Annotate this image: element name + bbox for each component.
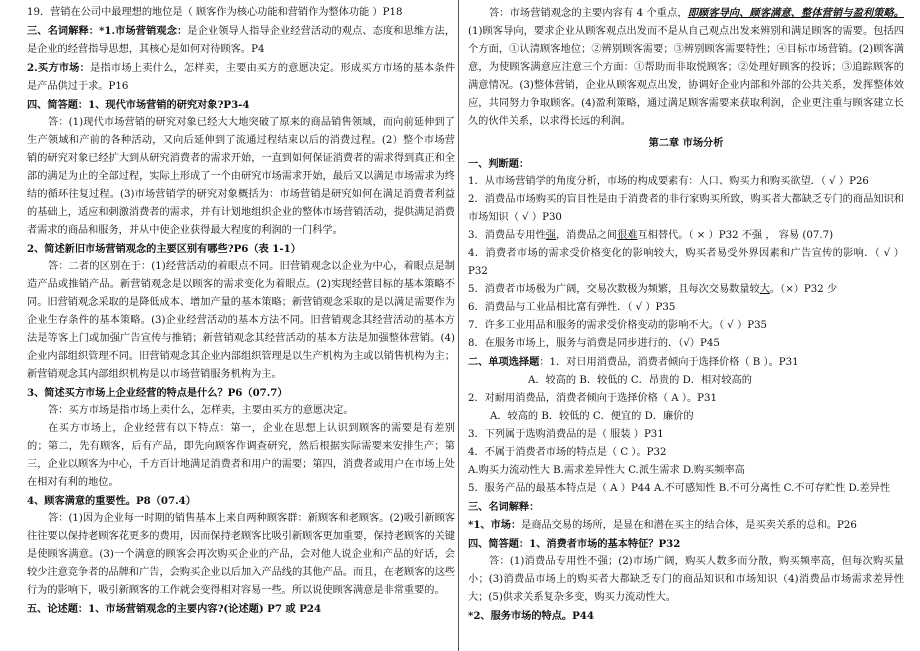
choice-1-options: A．较高的 B．较低的 C．昂贵的 D．相对较高的 xyxy=(528,375,752,386)
judgement-5-part: 5．消费者市场极为广阔，交易次数极为频繁，且每次交易数量较 xyxy=(468,284,760,295)
chapter-title: 第二章 市场分析 xyxy=(648,137,724,149)
term-2-text: 是指市场上卖什么，怎样卖，主要由买方的意愿决定。形成买方市场的基本条件是产品供过于求。P16 xyxy=(27,63,456,92)
essay-answer xyxy=(468,4,904,131)
question-service-market: *2、服务市场的特点。P44 xyxy=(468,610,594,622)
section-1-title: 一、判断题： xyxy=(468,158,530,170)
term-2 xyxy=(27,59,455,96)
choice-5: 5．服务产品的最基本特点是（ A ）P44 A.不可感知性 B.不可分离性 C.不可存贮性 D.差异性 xyxy=(468,483,891,494)
answer-2: 答：二者的区别在于：(1)经营活动的着眼点不同。旧营销观念以企业为中心，着眼点是制造产品或推销产品。新营销观念是以顾客的需求变化为着眼点。(2)实现经营目标的基本策略不同。旧营销观念采取的是降低成本、增加产量的基本策略；新营销观念采取的是以满足需要作为企业生存条件的基本策略。(3)企业经营活动的基本方法不同。旧营销观念其经营活动的基本方法是等客上门或加强广告宣传与推销；新营销观念其经营活动的基本方法是加强整体营销。(4)企业内部组织管理不同。旧营销观念其企业内部组织管理是以生产机构为主或以销售机构为主；新营销观念其内部组织机构是以市场营销服务机构为主。 xyxy=(27,261,455,380)
term-2-label: 2.买方市场： xyxy=(27,62,91,74)
judgement-3 xyxy=(468,227,904,245)
essay-answer-keypoints: 即顾客导向、顾客满意、整体营销与盈利策略。 xyxy=(687,7,904,19)
essay-answer-lead: 答：市场营销观念的主要内容有 4 个重点， xyxy=(489,8,688,19)
judgement-3-underline: 很难 xyxy=(617,230,638,241)
judgement-6: 6．消费品与工业品相比富有弹性．（ √ ）P35 xyxy=(468,302,676,313)
question-3: 3、简述买方市场上企业经营的特点是什么？P6（07.7） xyxy=(27,387,288,399)
section-3-title: 三、名词解释： xyxy=(27,25,100,37)
answer-consumer-market: 答：(1)消费品专用性不强；(2)市场广阔，购买人数多而分散，购买频率高，但每次购买量小；(3)消费品市场上的购买者大都缺乏专门的商品知识和市场知识（4)消费品市场需求差异性大；(5)供求关系复杂多变，购买力流动性大。 xyxy=(468,556,904,603)
choice-2: 2．对耐用消费品，消费者倾向于选择价格（ A ）。P31 xyxy=(468,393,717,404)
term-market xyxy=(468,516,904,535)
judgement-5 xyxy=(468,281,904,299)
answer-1: 答：(1)现代市场营销的研究对象已经大大地突破了原来的商品销售领域，而向前延伸到了生产领域和产前的各种活动，又向后延伸到了流通过程结束以后的消费过程。(2）整个市场营销的研究对象已经扩大到从研究消费者的需求开始，一直到如何保证消费者的需求得到真正和全部的满足为止的全部过程，实际上形成了一个由研究市场需求开始，最后又以满足市场需求为终结的循环往复过程。(3)市场营销学的研究对象概括为：市场营销是研究如何在满足消费者利益的基础上，适应和刺激消费者的需求，并有计划地组织企业的整体市场营销活动，提供满足消费者需求的商品和服务，并从中使企业获得最大程度的利润的一门科学。 xyxy=(27,117,455,236)
section-3-title-right: 三、名词解释： xyxy=(468,501,540,513)
judgement-3-part: 互相替代。（ × ）P32 不强 ， 容易 (07.7) xyxy=(637,230,834,241)
column-divider xyxy=(458,0,459,651)
question-19: 19．营销在公司中最理想的地位是（ 顾客作为核心功能和营销作为整体功能 ）P18 xyxy=(27,7,403,18)
choice-2-options: A．较高的 B．较低的 C．便宜的 D．廉价的 xyxy=(490,411,694,422)
term-1-text: 是企业领导人指导企业经营活动的观点、态度和思维方法，是企业的经营指导思想，其核心是如何对待顾客。P4 xyxy=(27,26,456,55)
answer-4: 答：(1)因为企业每一时期的销售基本上来自两种顾客群：新顾客和老顾客。(2)吸引新顾客往往要以保持老顾客花更多的费用，因而保持老顾客比吸引新顾客更加重要，保持老顾客的关键是使顾客满意。(3)一个满意的顾客会再次购买企业的产品，会对他人说企业和产品的好话，会较少注意竞争者的品牌和广告，会购买企业以后加入产品线的其他产品。而且，在老顾客的这些行为的影响下，吸引新顾客的工作就会变得相对容易一些。所以说使顾客满意是非常重要的。 xyxy=(27,513,455,596)
essay-answer-body: (1)顾客导向，要求企业从顾客观点出发而不是从自己观点出发来辨别和满足顾客的需要。包括四个方面，①认清顾客地位；②辨别顾客需要；③辨别顾客需要特性；④目标市场营销。(2)顾客满意，为使顾客满意应注意三个方面：①帮助而非取悦顾客；②处理好顾客的投诉；③追踪顾客的满意情况。(3)整体营销，企业从顾客观点出发，协调好企业内部和外部的公共关系，发挥整体效应，共同努力争取顾客。(4)盈利策略，通过满足顾客需要来获取利润，企业更注重与顾客建立长久的伙伴关系，以求得长远的利润。 xyxy=(468,26,904,127)
choice-1-text: ：1．对日用消费品，消费者倾向于选择价格（ B ）。P31 xyxy=(539,357,799,368)
choice-4-options: A.购买力流动性大 B.需求差异性大 C.派生需求 D.购买频率高 xyxy=(468,465,745,476)
term-market-label: *1、市场： xyxy=(468,519,522,531)
section-5-title: 五、论述题：1、市场营销观念的主要内容?(论述题) P7 或 P24 xyxy=(27,603,322,615)
question-2: 2、简述新旧市场营销观念的主要区别有哪些?P6（表 1-1） xyxy=(27,243,301,255)
judgement-7: 7．许多工业用品和服务的需求受价格变动的影响不大。（ √ ）P35 xyxy=(468,320,768,331)
section-4-title: 四、简答题：1、现代市场营销的研究对象?P3-4 xyxy=(27,99,250,111)
judgement-2: 2．消费品市场购买的盲目性是由于消费者的非行家购买所致，购买者大都缺乏专门的商品知识和市场知识（ √ ）P30 xyxy=(468,194,904,223)
judgement-3-underline: 强 xyxy=(545,230,556,241)
judgement-5-underline: 大 xyxy=(759,284,770,295)
term-market-text: 是商品交易的场所，是显在和潜在买主的结合体，是买卖关系的总和。P26 xyxy=(521,520,857,531)
judgement-4: 4．消费者市场的需求受价格变化的影响较大，购买者易受外界因素和广告宣传的影响．（ √ ）P32 xyxy=(468,248,904,277)
judgement-5-part: 。（×）P32 少 xyxy=(769,284,838,295)
left-column xyxy=(27,4,455,618)
judgement-8: 8．在服务市场上，服务与消费是同步进行的．（√）P45 xyxy=(468,338,720,349)
right-column xyxy=(468,4,904,625)
section-2-title: 二、单项选择题 xyxy=(468,356,540,368)
choice-3: 3．下列属于选购消费品的是（ 服装 ）P31 xyxy=(468,429,664,440)
watermark: ····· xyxy=(330,245,449,324)
term-1 xyxy=(27,22,455,59)
term-1-label: *1.市场营销观念： xyxy=(99,25,188,37)
choice-1 xyxy=(468,353,904,372)
answer-3-intro: 答：买方市场是指市场上卖什么，怎样卖，主要由买方的意愿决定。 xyxy=(48,405,354,416)
judgement-3-part: ，消费品之间 xyxy=(555,230,618,241)
answer-3-body: 在买方市场上，企业经营有以下特点：第一，企业在思想上认识到顾客的需要是有差别的；第二，先有顾客，后有产品，即先向顾客作调查研究，然后根据实际需要来安排生产；第三，企业以顾客为中心，千方百计地满足消费者和用户的需要；第四，消费者或用户在市场上处在相对有利的地位。 xyxy=(27,423,455,488)
judgement-1: 1．从市场营销学的角度分析，市场的构成要素有：人口、购买力和购买欲望．（ √ ）P26 xyxy=(468,176,869,187)
choice-4: 4．不属于消费者市场的特点是（ C ）。P32 xyxy=(468,447,667,458)
question-4: 4、顾客满意的重要性。P8（07.4） xyxy=(27,495,196,507)
section-4-title-right: 四、简答题：1、消费者市场的基本特征？P32 xyxy=(468,538,681,550)
judgement-3-part: 3．消费品专用性 xyxy=(468,230,546,241)
